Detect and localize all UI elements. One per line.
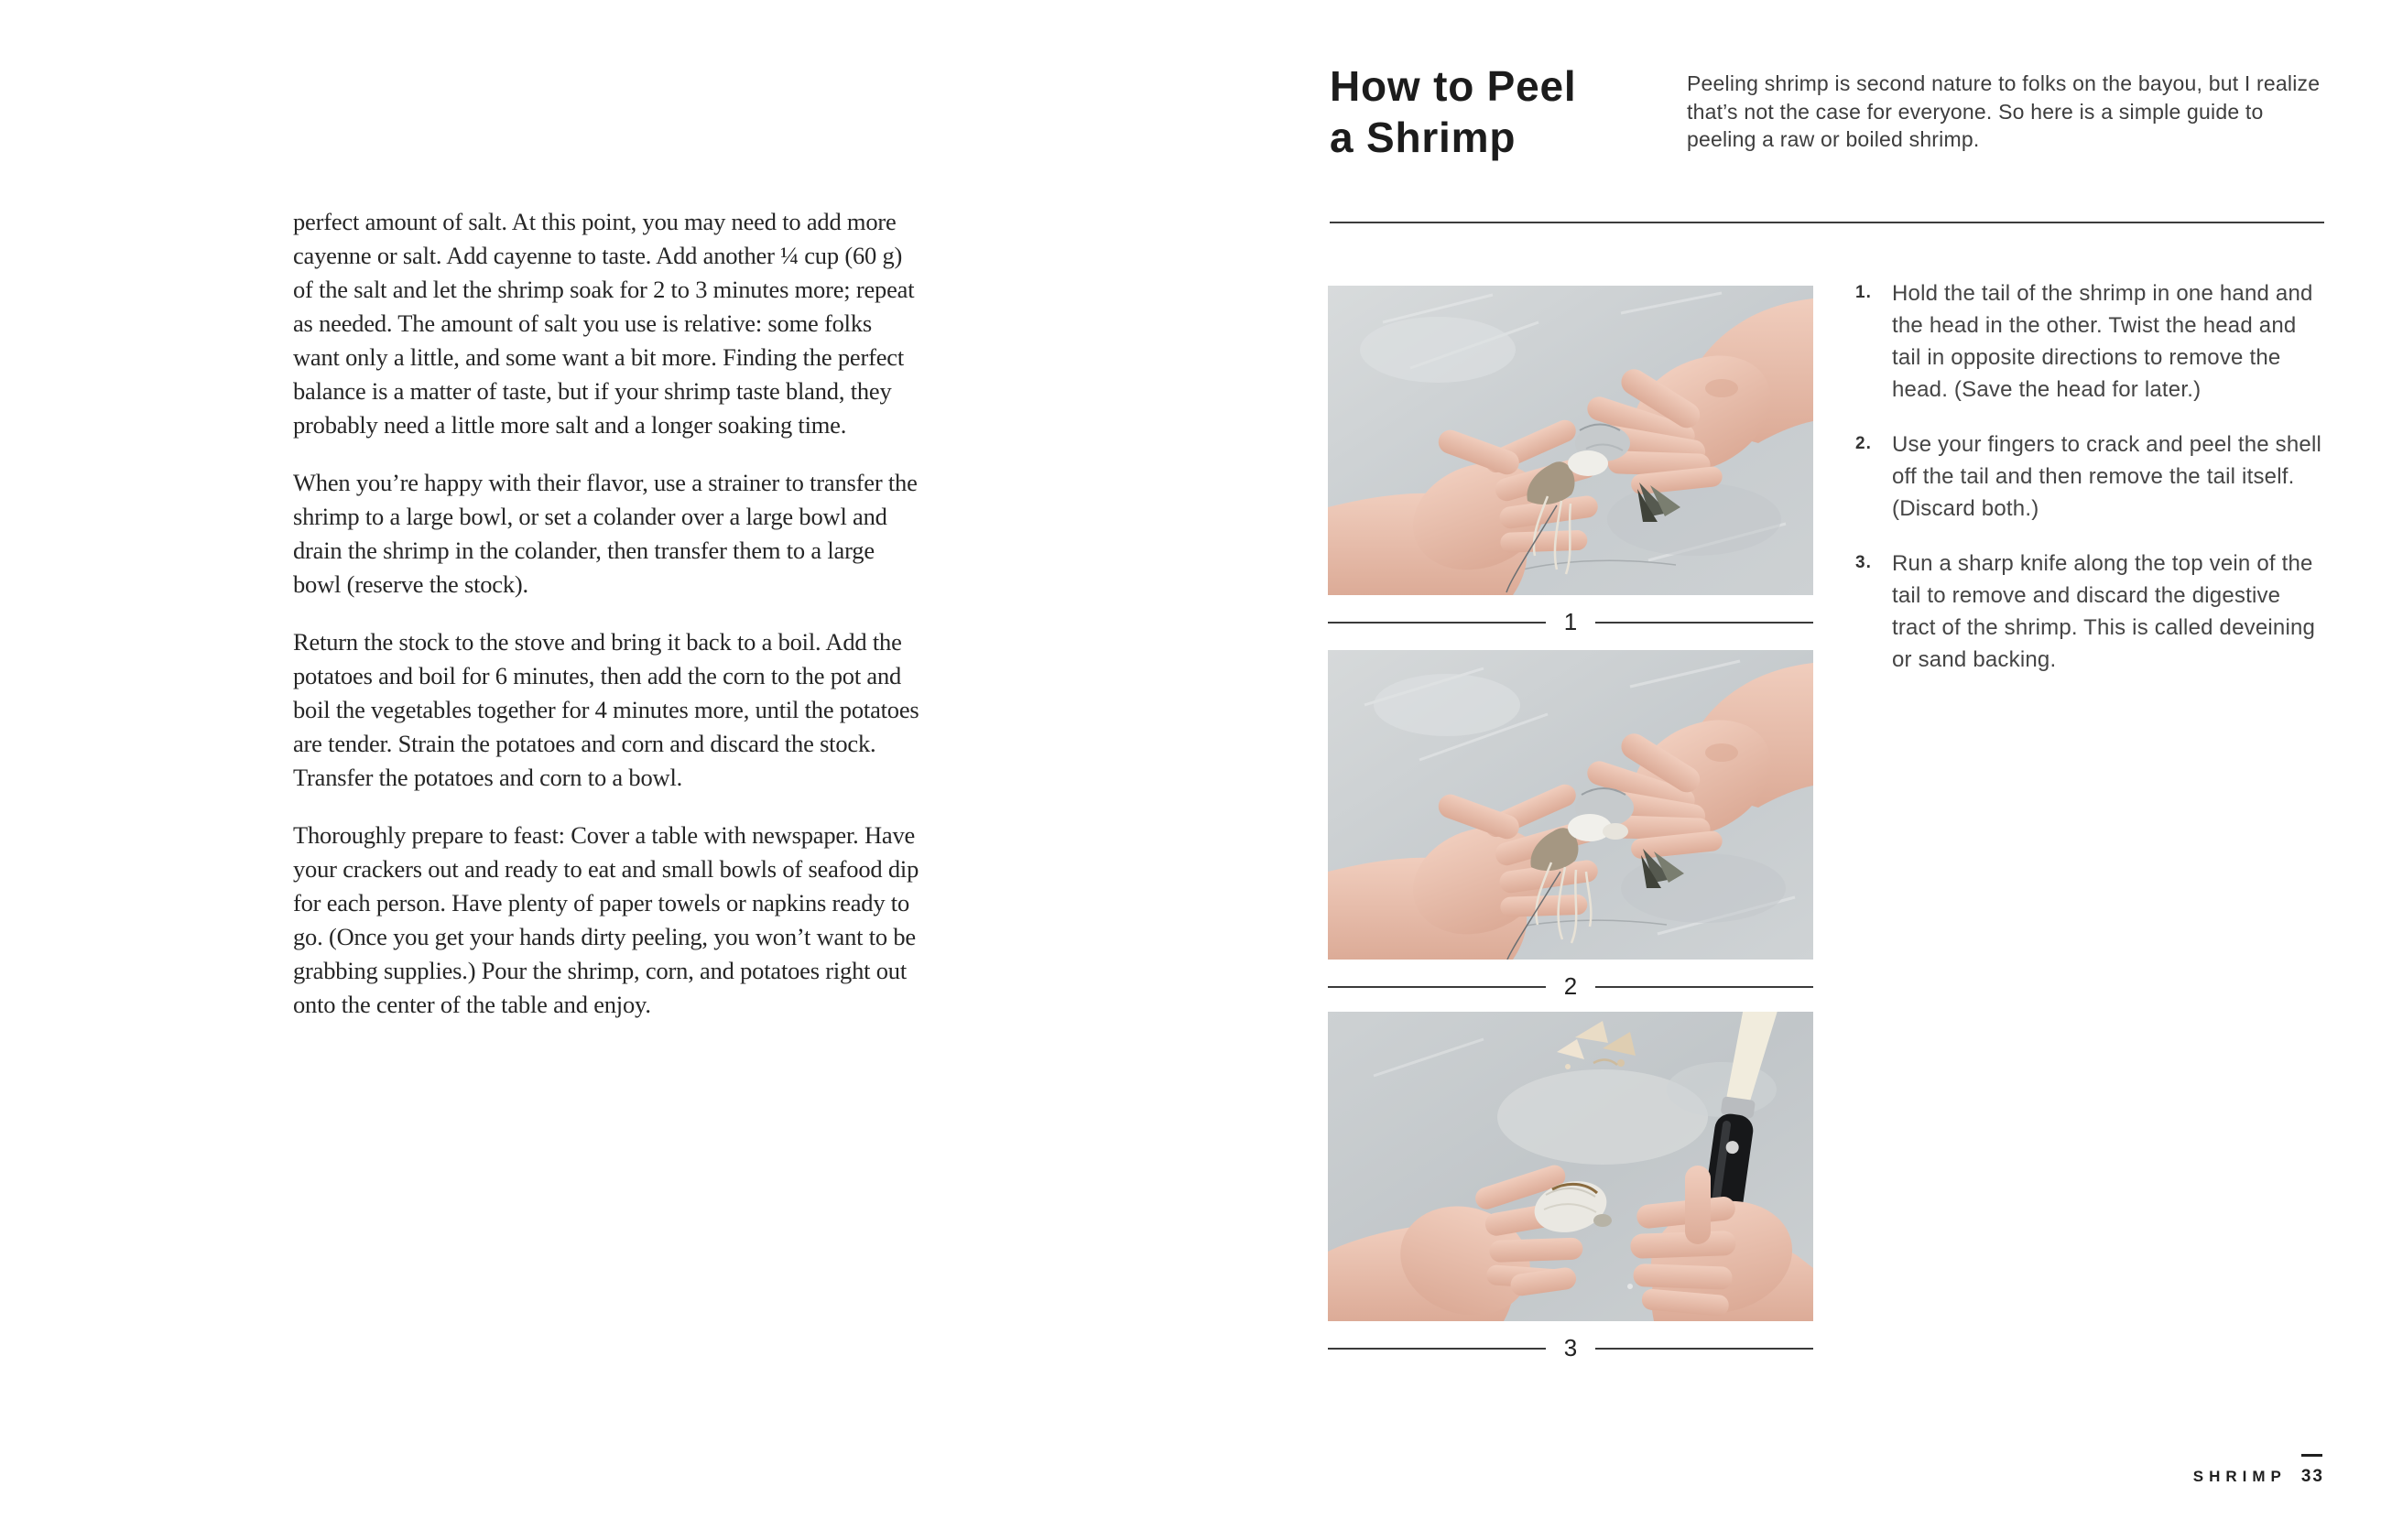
- figure-step-3: [1328, 1012, 1813, 1362]
- instruction-step: [1855, 428, 2326, 525]
- figure-caption: [1328, 1334, 1813, 1362]
- figure-number: 3: [1563, 1334, 1578, 1361]
- page-title-line2: a Shrimp: [1330, 114, 1517, 161]
- body-paragraph: Thoroughly prepare to feast: Cover a table with newspaper. Have your crackers out and ready to eat and small bowls of seafood dip for each person. Have plenty of paper towels or napkins ready to go. (Once you get your hands dirty peeling, you won’t want to be grabbing supplies.) Pour the shrimp, corn, and potatoes right out onto the center of the table and enjoy.: [293, 821, 919, 1018]
- instruction-step: [1855, 277, 2326, 406]
- footer-dash-rule: [2301, 1454, 2322, 1457]
- step-number: 2.: [1855, 434, 1872, 453]
- figure-step-1: [1328, 286, 1813, 636]
- caption-rule-left: [1328, 622, 1546, 624]
- step-text: Run a sharp knife along the top vein of the tail to remove and discard the digestive tract of the shrimp. This is called deveining or sand backing.: [1892, 551, 2316, 672]
- photo-step-2-peel-shell: [1328, 650, 1813, 960]
- photo-step-3-devein-knife: [1328, 1012, 1813, 1321]
- footer-row: [2088, 1467, 2324, 1487]
- figure-caption: [1328, 972, 1813, 1001]
- step-number: 1.: [1855, 283, 1872, 302]
- instruction-list: [1855, 277, 2326, 699]
- body-paragraph: When you’re happy with their flavor, use a strainer to transfer the shrimp to a large bowl, or set a colander over a large bowl and drain the shrimp in the colander, then transfer them to a large bowl (reserve the stock).: [293, 469, 918, 598]
- page-title-line1: How to Peel: [1330, 62, 1577, 110]
- caption-rule-left: [1328, 986, 1546, 988]
- body-paragraph: perfect amount of salt. At this point, you may need to add more cayenne or salt. Add cayenne to taste. Add another ¼ cup (60 g) of the salt and let the shrimp soak for 2 to 3 minutes more; repeat as needed. The amount of salt you use is relative: some folks want only a little, and some want a bit more. Finding the perfect balance is a matter of taste, but if your shrimp taste bland, they probably need a little more salt and a longer soaking time.: [293, 208, 915, 439]
- step-number: 3.: [1855, 553, 1872, 572]
- page-footer: [2088, 1454, 2324, 1487]
- caption-rule-right: [1595, 622, 1813, 624]
- caption-rule-right: [1595, 1348, 1813, 1350]
- footer-page-number: 33: [2300, 1467, 2324, 1486]
- figure-caption: [1328, 608, 1813, 636]
- header-divider-rule: [1330, 222, 2324, 223]
- instruction-step: [1855, 548, 2326, 676]
- step-text: Use your fingers to crack and peel the shell off the tail and then remove the tail itself. (Discard both.): [1892, 432, 2322, 521]
- caption-rule-left: [1328, 1348, 1546, 1350]
- step-text: Hold the tail of the shrimp in one hand and the head in the other. Twist the head and tail in opposite directions to remove the head. (Save the head for later.): [1892, 281, 2313, 402]
- page-title: [1330, 60, 1577, 163]
- footer-section-label: SHRIMP: [2192, 1468, 2287, 1485]
- caption-rule-right: [1595, 986, 1813, 988]
- figure-number: 1: [1563, 608, 1578, 635]
- figure-number: 2: [1563, 972, 1578, 1000]
- intro-paragraph: Peeling shrimp is second nature to folks on the bayou, but I realize that’s not the case for everyone. So here is a simple guide to peeling a raw or boiled shrimp.: [1687, 71, 2321, 151]
- figure-step-2: [1328, 650, 1813, 1001]
- left-page-body: [293, 205, 923, 1046]
- photo-step-1-twist-head: [1328, 286, 1813, 595]
- body-paragraph: Return the stock to the stove and bring it back to a boil. Add the potatoes and boil for 6 minutes, then add the corn to the pot and boil the vegetables together for 4 minutes more, until the potatoes are tender. Strain the potatoes and corn and discard the stock. Transfer the potatoes and corn to a bowl.: [293, 628, 919, 791]
